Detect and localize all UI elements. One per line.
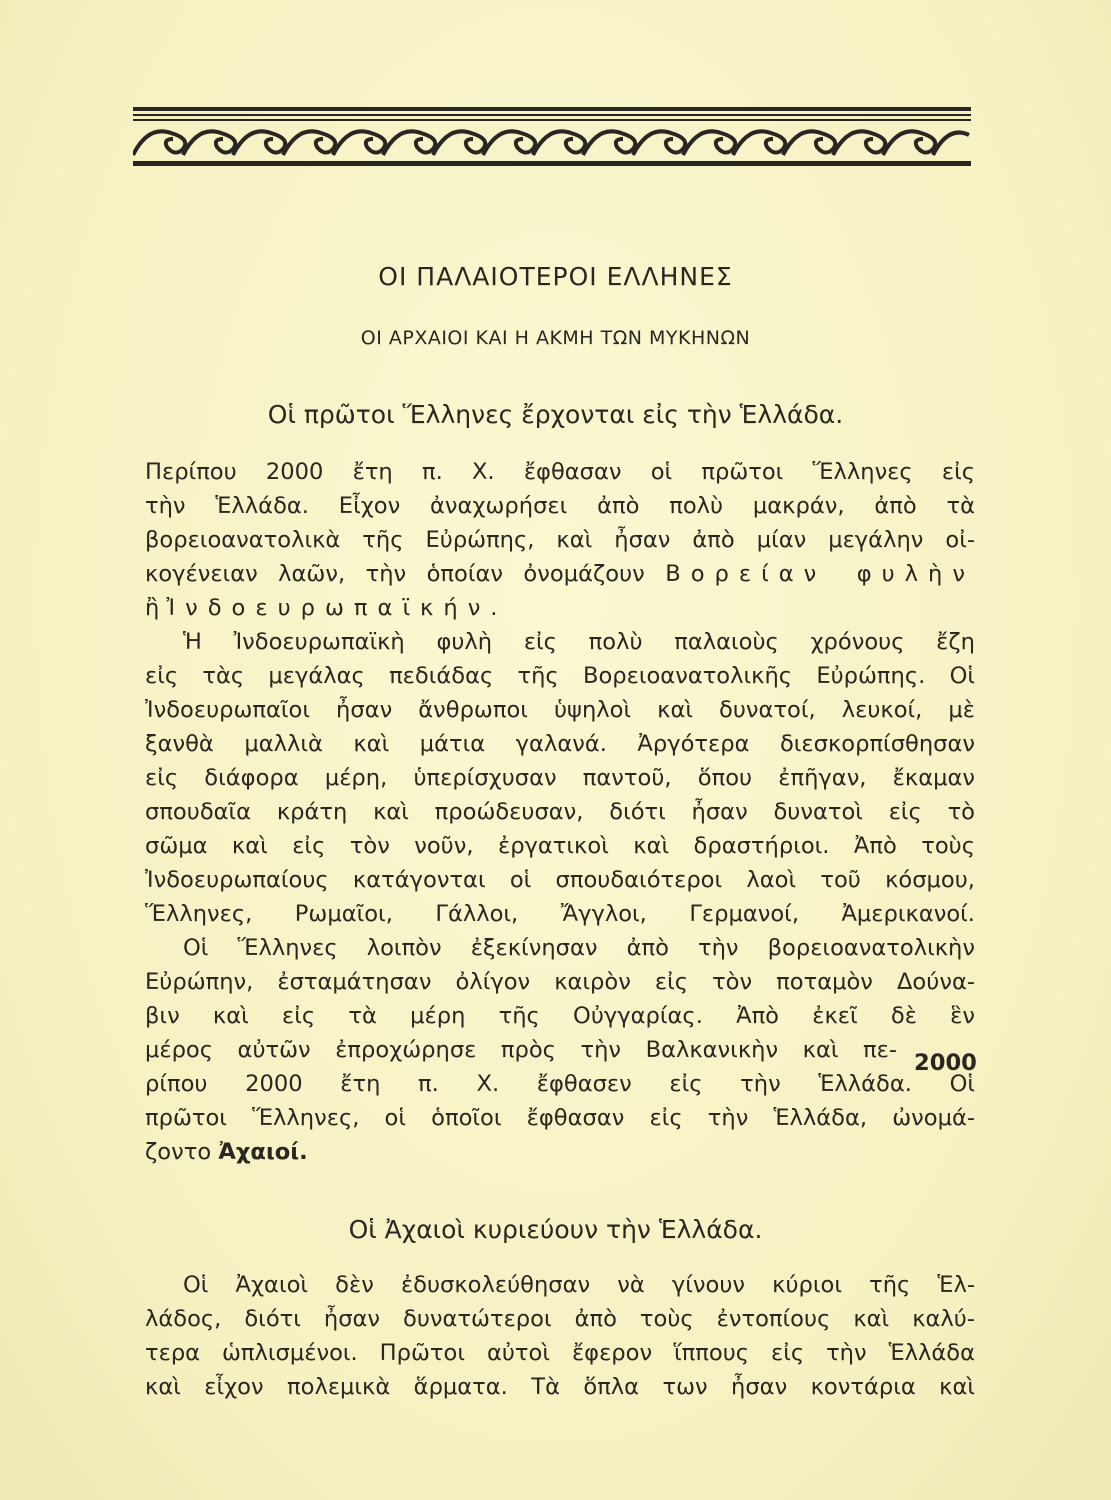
text-line: Ἕλληνες, Ρωμαῖοι, Γάλλοι, Ἄγγλοι, Γερμανοί, Ἀμερικανοί. [145,901,975,927]
text-line: εἰς διάφορα μέρη, ὑπερίσχυσαν παντοῦ, ὅπου ἐπῆγαν, ἔκαμαν [145,765,975,791]
text-line: σῶμα καὶ εἰς τὸν νοῦν, ἐργατικοὶ καὶ δραστήριοι. Ἀπὸ τοὺς [145,833,975,859]
text-line: Εὐρώπην, ἐσταμάτησαν ὀλίγον καιρὸν εἰς τὸν ποταμὸν Δούνα- [145,969,975,995]
text-fragment: ζοντο [145,1139,212,1165]
text-line: βιν καὶ εἰς τὰ μέρη τῆς Οὐγγαρίας. Ἀπὸ ἐκεῖ δὲ ἓν [145,1003,975,1029]
wave-ornament-border [133,103,971,169]
text-line: Ἡ Ἰνδοευρωπαϊκὴ φυλὴ εἰς πολὺ παλαιοὺς χρόνους ἔζη [183,629,975,655]
text-line-with-spaced-term [145,557,975,591]
text-line-with-spaced-term [145,591,975,625]
text-line: Οἱ Ἀχαιοὶ δὲν ἐδυσκολεύθησαν νὰ γίνουν κύριοι τῆς Ἑλ- [183,1272,975,1298]
text-line: Οἱ Ἕλληνες λοιπὸν ἐξεκίνησαν ἀπὸ τὴν βορειοανατολικὴν [183,935,975,961]
text-line: ξανθὰ μαλλιὰ καὶ μάτια γαλανά. Ἀργότερα διεσκορπίσθησαν [145,731,975,757]
text-line: βορειοανατολικὰ τῆς Εὐρώπης, καὶ ἦσαν ἀπὸ μίαν μεγάλην οἰ- [145,527,975,553]
text-line: εἰς τὰς μεγάλας πεδιάδας τῆς Βορειοανατολικῆς Εὐρώπης. Οἱ [145,663,975,689]
bold-term-achaeans: Ἀχαιοί. [218,1139,308,1165]
text-line: τερα ὡπλισμένοι. Πρῶτοι αὐτοὶ ἔφερον ἵππους εἰς τὴν Ἑλλάδα [145,1340,975,1366]
text-line: Ἰνδοευρωπαίους κατάγονται οἱ σπουδαιότεροι λαοὶ τοῦ κόσμου, [145,867,975,893]
chapter-title: ΟΙ ΠΑΛΑΙΟΤΕΡΟΙ ΕΛΛΗΝΕΣ [378,262,733,291]
text-line: τὴν Ἑλλάδα. Εἶχον ἀναχωρήσει ἀπὸ πολὺ μακράν, ἀπὸ τὰ [145,493,975,519]
margin-date-note: 2000 [914,1050,977,1076]
text-line: λάδος, διότι ἦσαν δυνατώτεροι ἀπὸ τοὺς ἐντοπίους καὶ καλύ- [145,1306,975,1332]
section-title-achaeans-rule: Οἱ Ἀχαιοὶ κυριεύουν τὴν Ἑλλάδα. [348,1215,763,1244]
body-text-section1 [145,455,975,1169]
text-line-with-bold-term [145,1135,975,1169]
chapter-subtitle: ΟΙ ΑΡΧΑΙΟΙ ΚΑΙ Η ΑΚΜΗ ΤΩΝ ΜΥΚΗΝΩΝ [360,327,751,349]
text-line: μέρος αὐτῶν ἐπροχώρησε πρὸς τὴν Βαλκανικὴν καὶ πε- [145,1037,897,1063]
text-fragment: κογένειαν λαῶν, τὴν ὁποίαν ὀνομάζουν [145,561,645,587]
text-line: Περίπου 2000 ἔτη π. Χ. ἔφθασαν οἱ πρῶτοι Ἕλληνες εἰς [145,459,975,485]
section-title-first-greeks: Οἱ πρῶτοι Ἕλληνες ἔρχονται εἰς τὴν Ἑλλάδα. [267,400,844,429]
spaced-term: Ἰνδοευρωπαϊκήν. [166,595,508,621]
text-line: πρῶτοι Ἕλληνες, οἱ ὁποῖοι ἔφθασαν εἰς τὴν Ἑλλάδα, ὠνομά- [145,1105,975,1131]
text-line: ρίπου 2000 ἔτη π. Χ. ἔφθασεν εἰς τὴν Ἑλλάδα. Οἱ [145,1071,975,1097]
body-text-section2 [145,1268,975,1404]
text-fragment: ἢ [145,595,160,621]
text-line: Ἰνδοευρωπαῖοι ἦσαν ἄνθρωποι ὑψηλοὶ καὶ δυνατοί, λευκοί, μὲ [145,697,975,723]
spaced-term: Βορείαν φυλὴν [665,561,975,587]
text-line: σπουδαῖα κράτη καὶ προώδευσαν, διότι ἦσαν δυνατοὶ εἰς τὸ [145,799,975,825]
text-line: καὶ εἶχον πολεμικὰ ἅρματα. Τὰ ὅπλα των ἦσαν κοντάρια καὶ [145,1374,975,1400]
